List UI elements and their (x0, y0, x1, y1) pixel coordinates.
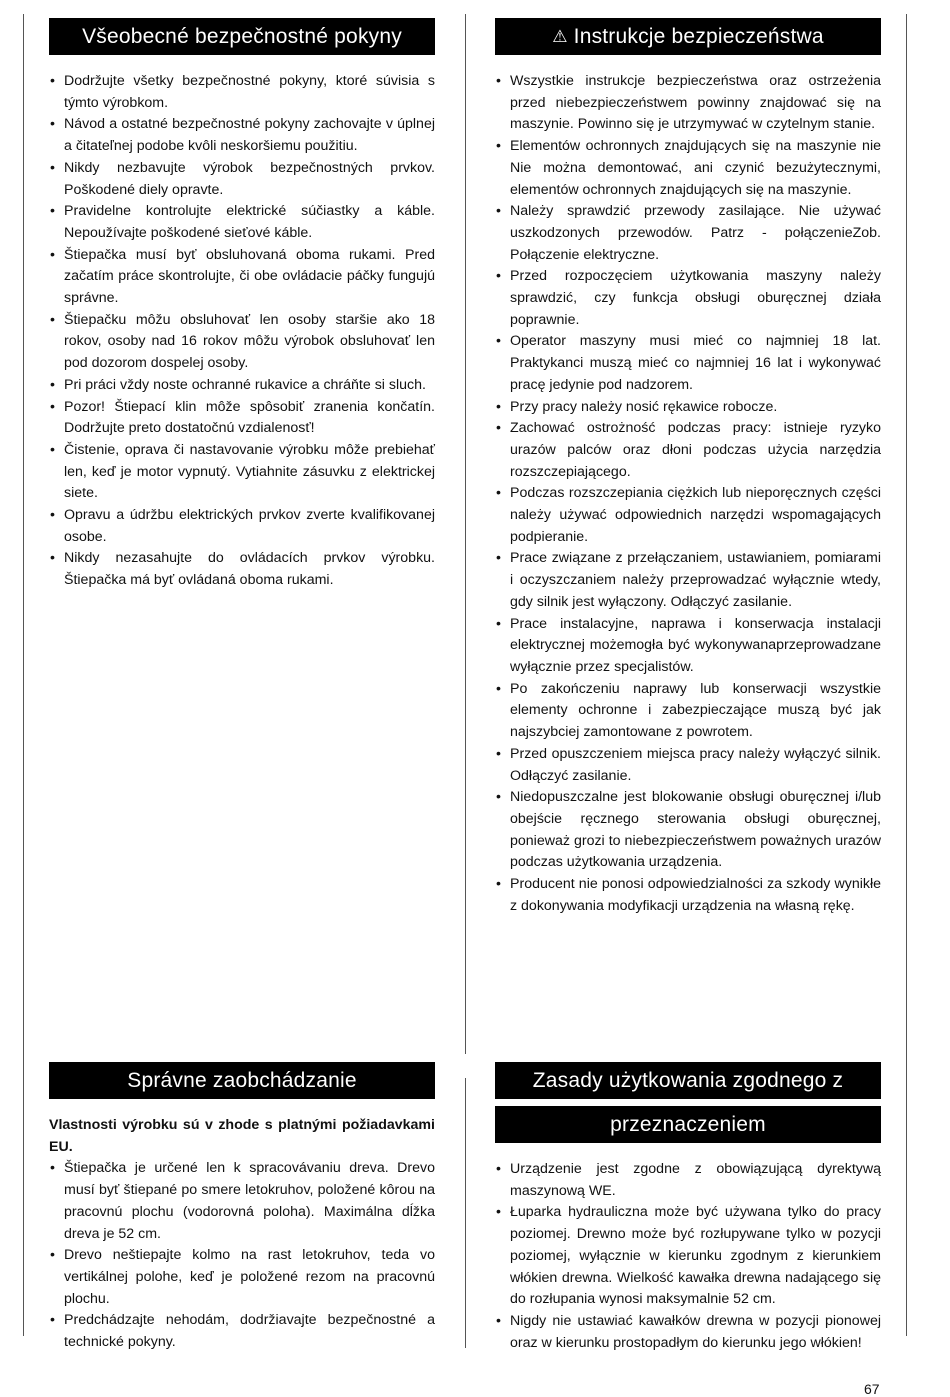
section-heading-pl-safety-text: Instrukcje bezpieczeństwa (573, 25, 824, 48)
pl-usage-section (495, 1062, 881, 1354)
list-item: • Predchádzajte nehodám, dodržiavajte bezpečnostné a technické pokyny. (49, 1310, 435, 1353)
section-heading-pl-safety (495, 18, 881, 55)
pl-safety-section (495, 18, 881, 917)
warning-triangle-icon: ⚠ (552, 27, 568, 46)
list-item: • Urządzenie jest zgodne z obowiązującą dyrektywą maszynową WE. (495, 1159, 881, 1202)
column-divider (465, 14, 466, 1054)
list-item: • Przed rozpoczęciem użytkowania maszyny należy sprawdzić, czy funkcja obsługi oburęcznej działa poprawnie. (495, 266, 881, 331)
page-number: 67 (864, 1381, 880, 1397)
section-heading-sk-safety: Všeobecné bezpečnostné pokyny (49, 18, 435, 55)
list-item: • Opravu a údržbu elektrických prvkov zverte kvalifikovanej osobe. (49, 505, 435, 548)
section-heading-pl-usage-line2: przeznaczeniem (495, 1106, 881, 1143)
list-item: • Przed opuszczeniem miejsca pracy należy wyłączyć silnik. Odłączyć zasilanie. (495, 744, 881, 787)
page-border-right (906, 14, 907, 1336)
sk-handling-intro: Vlastnosti výrobku sú v zhode s platnými požiadavkami EU. (49, 1117, 435, 1155)
list-item: • Prace instalacyjne, naprawa i konserwacja instalacji elektrycznej możemogła być wykonywanaprzeprowadzane wyłącznie przez specjalistów. (495, 614, 881, 679)
list-item: • Należy sprawdzić przewody zasilające. Nie używać uszkodzonych przewodów. Patrz - połączenieZob. Połączenie elektryczne. (495, 201, 881, 266)
list-item: • Čistenie, oprava či nastavovanie výrobku môže prebiehať len, keď je motor vypnutý. Vytiahnite zásuvku z elektrickej siete. (49, 440, 435, 505)
list-item: • Przy pracy należy nosić rękawice robocze. (495, 397, 881, 419)
list-item: • Niedopuszczalne jest blokowanie obsługi oburęcznej i/lub obejście ręcznego sterowania obsługi oburęcznej, ponieważ grozi to niebezpieczeństwem poważnych urazów podczas użytkowania urządzenia. (495, 787, 881, 874)
list-item: • Nikdy nezasahujte do ovládacích prvkov výrobku. Štiepačka má byť ovládaná oboma rukami. (49, 548, 435, 591)
sk-handling-list (49, 1158, 435, 1353)
list-item: • Operator maszyny musi mieć co najmniej 18 lat. Praktykanci muszą mieć co najmniej 16 lat i wykonywać pracę jedynie pod nadzorem. (495, 331, 881, 396)
page-border-left (23, 14, 24, 1336)
list-item: • Pri práci vždy noste ochranné rukavice a chráňte si sluch. (49, 375, 435, 397)
list-item: • Producent nie ponosi odpowiedzialności za szkody wynikłe z dokonywania modyfikacji urządzenia na własną rękę. (495, 874, 881, 917)
list-item: • Štiepačka je určené len k spracovávaniu dreva. Drevo musí byť štiepané po smere letokruhov, položené kôrou na pracovnú plochu (vodorovná poloha). Maximálna dĺžka dreva je 52 cm. (49, 1158, 435, 1245)
list-item: • Dodržujte všetky bezpečnostné pokyny, ktoré súvisia s týmto výrobkom. (49, 71, 435, 114)
section-heading-sk-handling: Správne zaobchádzanie (49, 1062, 435, 1099)
list-item: • Zachować ostrożność podczas pracy: istnieje ryzyko urazów palców oraz dłoni podczas użycia narzędzia rozszczepiającego. (495, 418, 881, 483)
column-divider-lower (465, 1078, 466, 1348)
list-item: • Elementów ochronnych znajdujących się na maszynie nie Nie można demontować, ani czynić bezużytecznymi, elementów ochronnych znajdujących się na maszynie. (495, 136, 881, 201)
sk-handling-section (49, 1062, 435, 1354)
list-item: • Podczas rozszczepiania ciężkich lub nieporęcznych części należy używać odpowiednich narzędzi wspomagających podpieranie. (495, 483, 881, 548)
list-item: • Łuparka hydrauliczna może być używana tylko do pracy poziomej. Drewno może być rozłupywane tylko w pozycji poziomej, wyłącznie w kierunku zgodnym z kierunkiem włókien drewna. Wielkość kawałka drewna nadającego się do rozłupania wynosi maksymalnie 52 cm. (495, 1202, 881, 1311)
sk-safety-list (49, 71, 435, 592)
pl-safety-list (495, 71, 881, 917)
list-item: • Nigdy nie ustawiać kawałków drewna w pozycji pionowej oraz w kierunku prostopadłym do kierunku jego włókien! (495, 1311, 881, 1354)
list-item: • Po zakończeniu naprawy lub konserwacji wszystkie elementy ochronne i zabezpieczające muszą być jak najszybciej zamontowane z powrotem. (495, 679, 881, 744)
list-item: • Návod a ostatné bezpečnostné pokyny zachovajte v úplnej a čitateľnej podobe kvôli neskoršiemu použitiu. (49, 114, 435, 157)
section-heading-pl-usage-line1: Zasady użytkowania zgodnego z (495, 1062, 881, 1099)
pl-usage-list (495, 1159, 881, 1354)
list-item: • Nikdy nezbavujte výrobok bezpečnostných prvkov. Poškodené diely opravte. (49, 158, 435, 201)
list-item: • Štiepačku môžu obsluhovať len osoby staršie ako 18 rokov, osoby nad 16 rokov môžu výrobok obsluhovať len pod dozorom dospelej osoby. (49, 310, 435, 375)
list-item: • Drevo neštiepajte kolmo na rast letokruhov, teda vo vertikálnej polohe, keď je položené rezom na pracovnú plochu. (49, 1245, 435, 1310)
list-item: • Pravidelne kontrolujte elektrické súčiastky a káble. Nepoužívajte poškodené sieťové káble. (49, 201, 435, 244)
list-item: • Štiepačka musí byť obsluhovaná oboma rukami. Pred začatím práce skontrolujte, či obe ovládacie páčky fungujú správne. (49, 245, 435, 310)
sk-safety-section (49, 18, 435, 592)
list-item: • Wszystkie instrukcje bezpieczeństwa oraz ostrzeżenia przed niebezpieczeństwem powinny znajdować się na maszynie. Powinno się je utrzymywać w czytelnym stanie. (495, 71, 881, 136)
list-item: • Pozor! Štiepací klin môže spôsobiť zranenia končatín. Dodržujte preto dostatočnú vzdialenosť! (49, 397, 435, 440)
list-item: • Prace związane z przełączaniem, ustawianiem, pomiarami i oczyszczaniem należy przeprowadzać wyłącznie wtedy, gdy silnik jest wyłączony. Odłączyć zasilanie. (495, 548, 881, 613)
